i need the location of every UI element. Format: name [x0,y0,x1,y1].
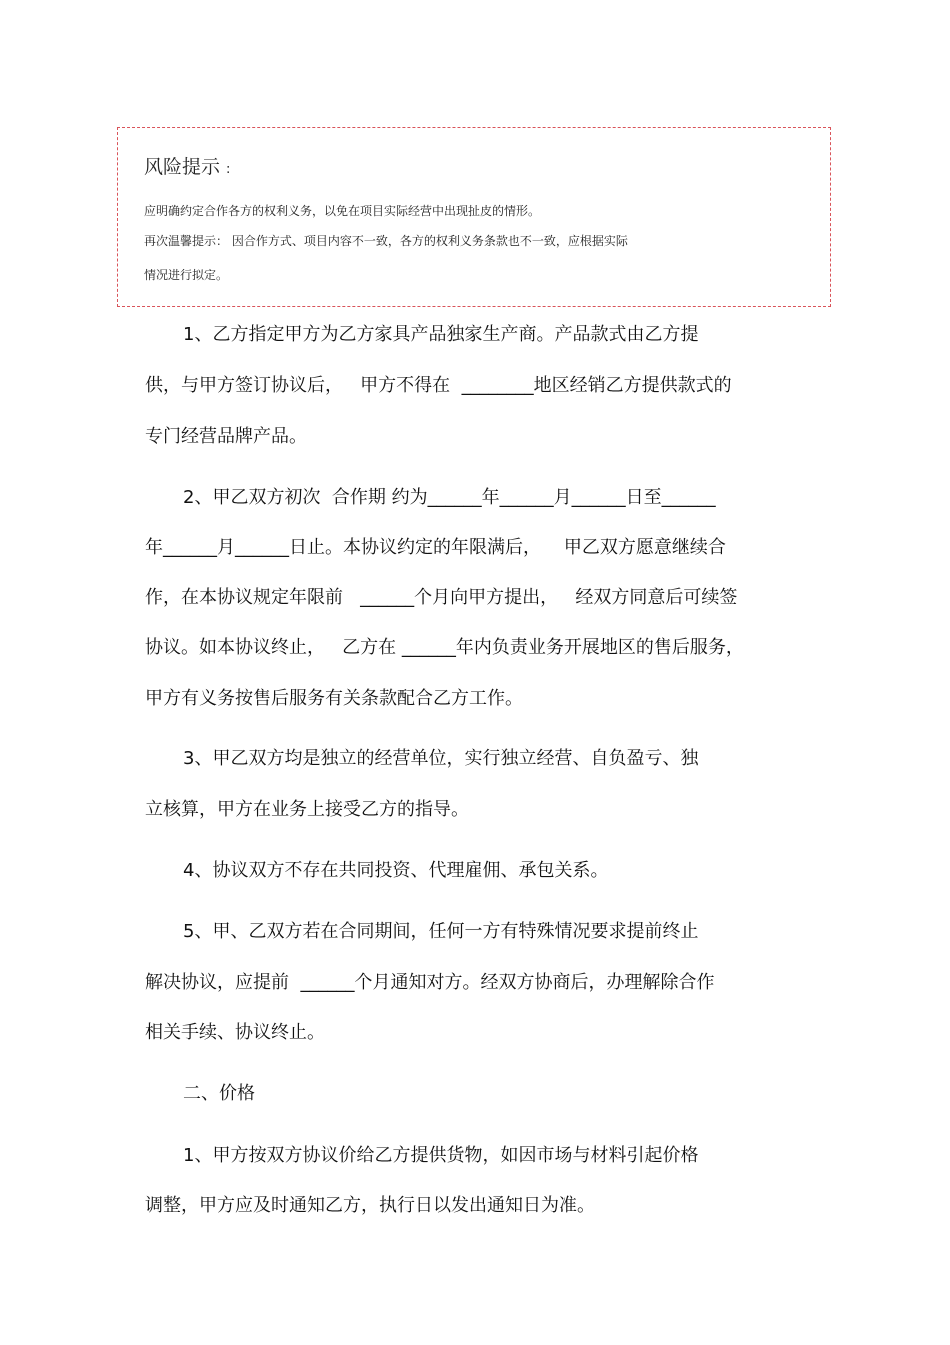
price-clause-1-line-1: 1、甲方按双方协议价给乙方提供货物，如因市场与材料引起价格 [183,1145,699,1166]
clause-2-line-1: 2、甲乙双方初次 合作期 约为______年______月______日至______ [183,487,716,508]
risk-notice-title-text: 风险提示 [144,156,221,178]
risk-notice-line: 情况进行拟定。 [144,268,229,282]
risk-notice-title [144,154,230,183]
clause-4-line-1: 4、协议双方不存在共同投资、代理雇佣、承包关系。 [183,860,609,881]
clause-3-line-2: 立核算，甲方在业务上接受乙方的指导。 [145,799,469,820]
clause-2-line-3: 作，在本协议规定年限前 ______个月向甲方提出， 经双方同意后可续签 [145,587,738,608]
price-clause-1-line-2: 调整，甲方应及时通知乙方，执行日以发出通知日为准。 [145,1195,595,1216]
clause-1-line-3: 专门经营品牌产品。 [145,426,307,447]
risk-notice-box [117,127,831,307]
clause-1-line-1: 1、乙方指定甲方为乙方家具产品独家生产商。产品款式由乙方提 [183,324,699,345]
clause-5-line-1: 5、甲、乙双方若在合同期间，任何一方有特殊情况要求提前终止 [183,921,699,942]
risk-notice-line: 再次温馨提示： 因合作方式、项目内容不一致，各方的权利义务条款也不一致，应根据实际 [144,234,628,248]
risk-notice-colon: : [226,162,231,177]
risk-notice-line: 应明确约定合作各方的权利义务，以免在项目实际经营中出现扯皮的情形。 [144,204,541,218]
clause-1-line-2: 供，与甲方签订协议后， 甲方不得在 ________地区经销乙方提供款式的 [145,375,732,396]
clause-5-line-2: 解决协议，应提前 ______个月通知对方。经双方协商后，办理解除合作 [145,972,715,993]
clause-2-line-2: 年______月______日止。本协议约定的年限满后， 甲乙双方愿意继续合 [145,537,726,558]
clause-5-line-3: 相关手续、协议终止。 [145,1022,325,1043]
clause-3-line-1: 3、甲乙双方均是独立的经营单位，实行独立经营、自负盈亏、独 [183,748,699,769]
clause-2-line-4: 协议。如本协议终止， 乙方在 ______年内负责业务开展地区的售后服务， [145,637,744,658]
section-heading: 二、价格 [183,1083,255,1104]
clause-2-line-5: 甲方有义务按售后服务有关条款配合乙方工作。 [145,688,523,709]
